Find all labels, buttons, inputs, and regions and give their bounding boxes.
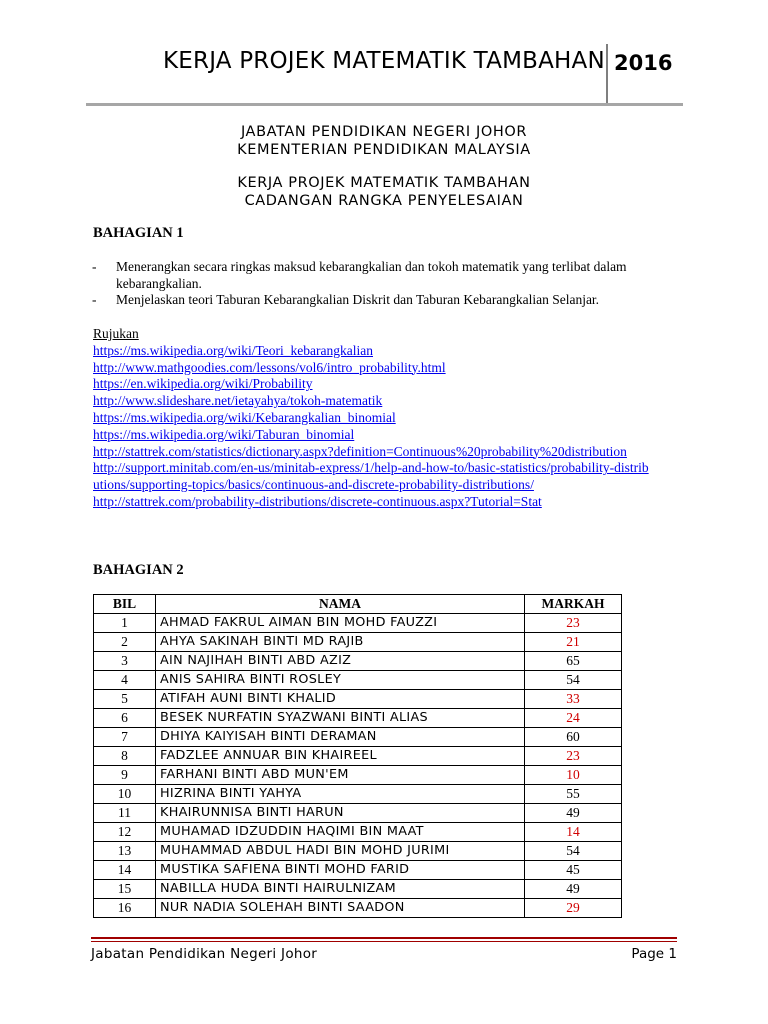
references-title: Rujukan [93,326,139,341]
cell-bil: 6 [94,709,156,728]
cell-nama: FADZLEE ANNUAR BIN KHAIREEL [156,747,525,766]
cell-markah: 21 [525,633,622,652]
cell-nama: FARHANI BINTI ABD MUN'EM [156,766,525,785]
cell-nama: MUSTIKA SAFIENA BINTI MOHD FARID [156,861,525,880]
cell-nama: ATIFAH AUNI BINTI KHALID [156,690,525,709]
table-row [94,899,622,918]
table-row [94,652,622,671]
cell-bil: 14 [94,861,156,880]
cell-bil: 16 [94,899,156,918]
table-row [94,804,622,823]
bullet-item: - Menjelaskan teori Taburan Kebarangkalian Diskrit dan Taburan Kebarangkalian Selanjar. [92,292,600,307]
table-row [94,747,622,766]
cell-nama: BESEK NURFATIN SYAZWANI BINTI ALIAS [156,709,525,728]
cell-bil: 13 [94,842,156,861]
document-header-title: KERJA PROJEK MATEMATIK TAMBAHAN [163,48,605,74]
reference-link[interactable]: http://www.slideshare.net/ietayahya/tokoh-matematik [93,393,383,409]
table-row [94,614,622,633]
cell-bil: 11 [94,804,156,823]
cell-nama: MUHAMMAD ABDUL HADI BIN MOHD JURIMI [156,842,525,861]
reference-link[interactable]: http://support.minitab.com/en-us/minitab-express/1/help-and-how-to/basic-statistics/probability-distributions/supporting-topics/basics/continuous-and-discrete-probability-distributions/ [93,460,649,493]
table-row [94,671,622,690]
cell-nama: MUHAMAD IDZUDDIN HAQIMI BIN MAAT [156,823,525,842]
cell-nama: AIN NAJIHAH BINTI ABD AZIZ [156,652,525,671]
marks-table-body [94,614,622,918]
reference-link[interactable]: https://en.wikipedia.org/wiki/Probability [93,376,313,392]
table-header-row [94,595,622,614]
cell-markah: 65 [525,652,622,671]
cell-nama: KHAIRUNNISA BINTI HARUN [156,804,525,823]
cell-bil: 7 [94,728,156,747]
cell-markah: 10 [525,766,622,785]
cell-markah: 14 [525,823,622,842]
header-divider [606,44,608,104]
section-2-label: BAHAGIAN 2 [93,562,184,578]
cell-markah: 29 [525,899,622,918]
department-title [0,123,768,159]
intro-line-3: KERJA PROJEK MATEMATIK TAMBAHAN [237,175,531,191]
cell-markah: 24 [525,709,622,728]
section-1-label: BAHAGIAN 1 [93,225,184,241]
cell-bil: 1 [94,614,156,633]
table-row [94,842,622,861]
footer-page [631,946,677,962]
cell-nama: DHIYA KAIYISAH BINTI DERAMAN [156,728,525,747]
cell-bil: 5 [94,690,156,709]
cell-markah: 33 [525,690,622,709]
marks-table [93,594,622,918]
cell-markah: 54 [525,671,622,690]
reference-link[interactable]: http://stattrek.com/statistics/dictionary.aspx?definition=Continuous%20probability%20distribution [93,443,627,459]
bullet-item: - Menerangkan secara ringkas maksud kebarangkalian dan tokoh matematik yang terlibat dalam kebarangkalian. [92,259,627,291]
cell-bil: 3 [94,652,156,671]
cell-bil: 10 [94,785,156,804]
cell-bil: 12 [94,823,156,842]
intro-line-2: KEMENTERIAN PENDIDIKAN MALAYSIA [237,142,531,158]
intro-line-4: CADANGAN RANGKA PENYELESAIAN [244,193,524,209]
footer-page-word: Page [631,946,665,962]
reference-link[interactable]: https://ms.wikipedia.org/wiki/Kebarangkalian_binomial [93,409,396,425]
reference-link[interactable]: https://ms.wikipedia.org/wiki/Taburan_binomial [93,426,355,442]
cell-nama: NUR NADIA SOLEHAH BINTI SAADON [156,899,525,918]
column-header-markah: MARKAH [525,595,622,614]
bullet-text: Menerangkan secara ringkas maksud kebarangkalian dan tokoh matematik yang terlibat dalam kebarangkalian. [116,259,627,291]
intro-line-1: JABATAN PENDIDIKAN NEGERI JOHOR [240,124,528,140]
cell-bil: 9 [94,766,156,785]
table-row [94,785,622,804]
cell-markah: 23 [525,614,622,633]
cell-bil: 2 [94,633,156,652]
column-header-bil: BIL [94,595,156,614]
table-row [94,823,622,842]
table-row [94,728,622,747]
document-header-year: 2016 [614,51,673,75]
footer-rule-thin [91,941,677,942]
cell-nama: ANIS SAHIRA BINTI ROSLEY [156,671,525,690]
reference-link[interactable]: http://stattrek.com/probability-distributions/discrete-continuous.aspx?Tutorial=Stat [93,493,542,509]
footer-page-number: 1 [668,946,677,962]
cell-nama: HIZRINA BINTI YAHYA [156,785,525,804]
reference-link[interactable]: https://ms.wikipedia.org/wiki/Teori_kebarangkalian [93,342,373,358]
table-row [94,633,622,652]
cell-markah: 49 [525,880,622,899]
cell-nama: AHYA SAKINAH BINTI MD RAJIB [156,633,525,652]
column-header-nama: NAMA [156,595,525,614]
table-row [94,690,622,709]
project-title [0,174,768,210]
table-row [94,766,622,785]
cell-markah: 55 [525,785,622,804]
references-list [93,326,653,511]
cell-bil: 4 [94,671,156,690]
cell-nama: AHMAD FAKRUL AIMAN BIN MOHD FAUZZI [156,614,525,633]
table-row [94,880,622,899]
cell-markah: 49 [525,804,622,823]
section-1-bullets [90,259,690,309]
cell-markah: 23 [525,747,622,766]
cell-bil: 8 [94,747,156,766]
reference-link[interactable]: http://www.mathgoodies.com/lessons/vol6/intro_probability.html [93,359,446,375]
cell-markah: 45 [525,861,622,880]
bullet-text: Menjelaskan teori Taburan Kebarangkalian Diskrit dan Taburan Kebarangkalian Selanjar. [116,292,600,307]
footer-rule [91,937,677,939]
header-rule [86,103,683,106]
cell-markah: 54 [525,842,622,861]
footer-department: Jabatan Pendidikan Negeri Johor [91,946,318,962]
cell-bil: 15 [94,880,156,899]
cell-nama: NABILLA HUDA BINTI HAIRULNIZAM [156,880,525,899]
table-row [94,709,622,728]
table-row [94,861,622,880]
cell-markah: 60 [525,728,622,747]
